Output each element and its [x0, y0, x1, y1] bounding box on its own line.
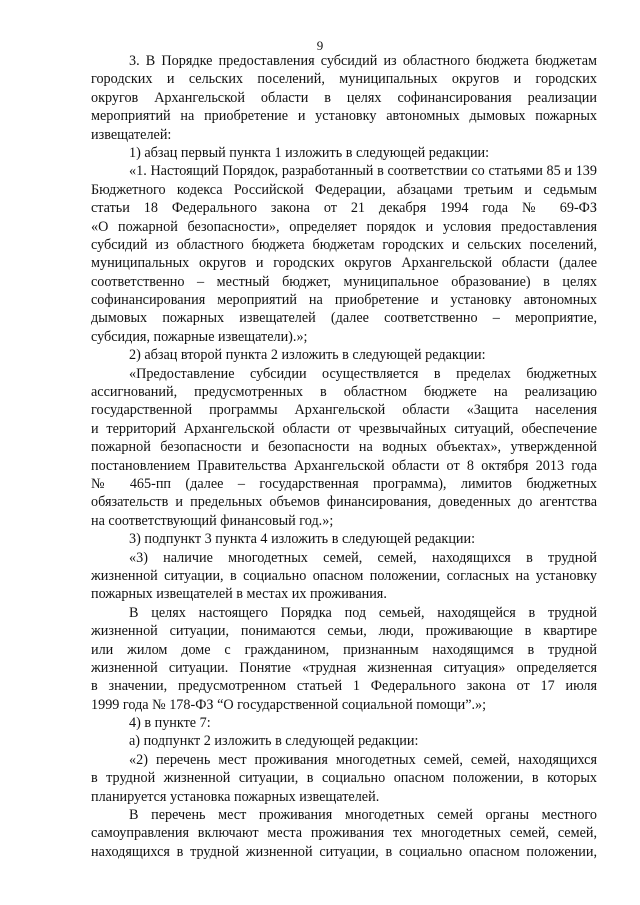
text-line: обязательств и предельных объемов финансирования, доведенных до агентства	[91, 494, 597, 511]
text-line: государственной программы Архангельской области «Защита населения	[91, 402, 597, 419]
text-line: пожарных извещателей в местах их проживания.	[91, 586, 387, 603]
text-line: «2) перечень мест проживания многодетных семей, семей, находящихся	[129, 751, 597, 768]
page-number: 9	[316, 38, 324, 53]
text-line: ассигнований, предусмотренных в областном бюджете на реализацию	[91, 384, 597, 401]
text-line: планируется установка пожарных извещателей.	[91, 788, 380, 805]
text-line: 1) абзац первый пункта 1 изложить в следующей редакции:	[129, 144, 490, 161]
text-line: «3) наличие многодетных семей, семей, находящихся в трудной	[129, 549, 597, 566]
text-line: городских и сельских поселений, муниципальных округов и городских	[91, 71, 597, 88]
text-line: и территорий Архангельской области от чрезвычайных ситуаций, обеспечение	[91, 420, 597, 437]
text-line: № 465-пп (далее – государственная программа), лимитов бюджетных	[91, 475, 597, 492]
text-line: Бюджетного кодекса Российской Федерации, абзацами третьим и седьмым	[91, 181, 597, 198]
text-line: субсидий из областного бюджета бюджетам городских и сельских поселений,	[91, 236, 597, 253]
text-line: или жилом доме с гражданином, признанным находящимся в трудной	[91, 641, 597, 658]
text-line: муниципальных округов и городских округов Архангельской области (далее	[91, 255, 597, 272]
text-line: мероприятий на приобретение и установку автономных дымовых пожарных	[91, 108, 597, 125]
text-line: постановлением Правительства Архангельской области от 8 октября 2013 года	[91, 457, 597, 474]
text-line: в значении, предусмотренном статьей 1 Федерального закона от 17 июля	[91, 678, 597, 695]
text-line: «Предоставление субсидии осуществляется в пределах бюджетных	[129, 365, 597, 382]
text-line: дымовых пожарных извещателей (далее соответственно – мероприятие,	[91, 310, 597, 327]
text-line: 4) в пункте 7:	[129, 715, 211, 732]
text-line: жизненной ситуации, в социально опасном положении, согласных на установку	[91, 567, 597, 584]
text-line: В целях настоящего Порядка под семьей, находящейся в трудной	[129, 604, 597, 621]
document-body	[91, 52, 597, 861]
text-line: жизненной ситуации, понимаются семьи, люди, проживающие в квартире	[91, 623, 597, 640]
text-line: соответственно – местный бюджет, муниципальное образование) в целях	[91, 273, 597, 290]
text-line: 3) подпункт 3 пункта 4 изложить в следующей редакции:	[129, 531, 476, 548]
text-line: пожарной безопасности и безопасности на водных объектах», утвержденной	[91, 439, 597, 456]
text-line: жизненной ситуации. Понятие «трудная жизненная ситуация» определяется	[91, 659, 597, 676]
text-line: В перечень мест проживания многодетных семей органы местного	[129, 807, 597, 824]
text-line: самоуправления включают места проживания тех многодетных семей, семей,	[91, 825, 597, 842]
text-line: «О пожарной безопасности», определяет порядок и условия предоставления	[91, 218, 597, 235]
text-line: округов Архангельской области в целях софинансирования реализации	[91, 89, 597, 106]
text-line: 1999 года № 178-ФЗ “О государственной социальной помощи”.»;	[91, 696, 487, 713]
text-line: на соответствующий финансовый год.»;	[91, 512, 334, 529]
text-line: «1. Настоящий Порядок, разработанный в соответствии со статьями 85 и 139	[129, 163, 597, 180]
text-line: находящихся в трудной жизненной ситуации, в социально опасном положении,	[91, 843, 597, 860]
text-line: субсидия, пожарные извещатели).»;	[91, 328, 308, 345]
text-line: в трудной жизненной ситуации, в социально опасном положении, в которых	[91, 770, 597, 787]
text-line: 3. В Порядке предоставления субсидий из областного бюджета бюджетам	[129, 53, 597, 69]
text-line: статьи 18 Федерального закона от 21 декабря 1994 года № 69-ФЗ	[91, 200, 597, 217]
text-line: 2) абзац второй пункта 2 изложить в следующей редакции:	[129, 347, 486, 364]
text-line: софинансирования мероприятий на приобретение и установку автономных	[91, 292, 597, 309]
text-line: а) подпункт 2 изложить в следующей редакции:	[129, 733, 419, 750]
text-line: извещателей:	[91, 126, 172, 143]
